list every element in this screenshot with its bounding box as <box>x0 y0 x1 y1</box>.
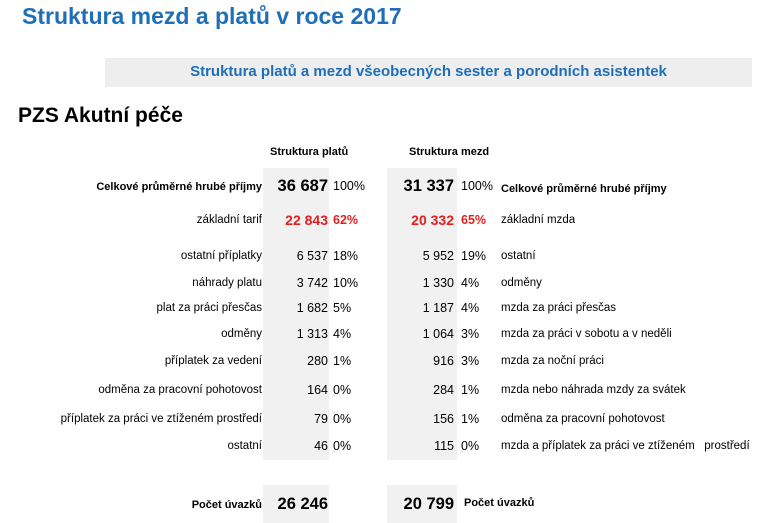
row-label-left: příplatek za vedení <box>164 355 262 367</box>
row-mzda-value: 156 <box>433 412 454 426</box>
column-header-platy: Struktura platů <box>270 146 349 158</box>
footer-mzda-value: 20 799 <box>403 495 454 513</box>
base-mzda-pct: 65% <box>461 213 487 227</box>
page-title: Struktura mezd a platů v roce 2017 <box>22 3 402 29</box>
row-label-left: ostatní <box>227 440 262 452</box>
base-plat-pct: 62% <box>333 213 359 227</box>
row-plat-pct: 0% <box>333 383 352 397</box>
row-label-right: mzda za noční práci <box>501 355 604 367</box>
subtitle-banner <box>105 58 752 87</box>
row-mzda-pct: 3% <box>461 327 480 341</box>
row-label-left: plat za práci přesčas <box>156 302 262 314</box>
total-label-left: Celkové průměrné hrubé příjmy <box>96 181 262 193</box>
row-plat-value: 46 <box>314 439 328 453</box>
row-mzda-pct: 1% <box>461 412 480 426</box>
row-mzda-value: 1 187 <box>422 301 454 315</box>
row-plat-pct: 0% <box>333 439 352 453</box>
row-label-right: odměna za pracovní pohotovost <box>501 413 665 425</box>
row-plat-pct: 18% <box>333 249 359 263</box>
row-mzda-value: 284 <box>433 383 454 397</box>
row-plat-value: 3 742 <box>296 276 328 290</box>
subtitle-text: Struktura platů a mezd všeobecných sester a porodních asistentek <box>190 63 667 80</box>
row-mzda-value: 916 <box>433 354 454 368</box>
row-mzda-value: 1 330 <box>422 276 454 290</box>
row-label-right: ostatní <box>501 250 536 262</box>
row-mzda-pct: 1% <box>461 383 480 397</box>
row-mzda-pct: 0% <box>461 439 480 453</box>
row-mzda-pct: 19% <box>461 249 487 263</box>
row-label-left: náhrady platu <box>192 277 262 289</box>
row-plat-value: 79 <box>314 412 328 426</box>
row-plat-pct: 1% <box>333 354 352 368</box>
footer-label-right: Počet úvazků <box>464 497 535 509</box>
base-mzda-value: 20 332 <box>411 212 454 228</box>
base-label-left: základní tarif <box>196 214 262 226</box>
row-label-right: mzda a příplatek za práci ve ztíženém prostředí <box>501 440 750 452</box>
row-label-right: mzda za práci přesčas <box>501 302 617 314</box>
row-plat-pct: 0% <box>333 412 352 426</box>
row-mzda-value: 1 064 <box>422 327 454 341</box>
row-label-right: mzda za práci v sobotu a v neděli <box>501 328 672 340</box>
footer-plat-value: 26 246 <box>277 495 328 513</box>
row-label-left: odměna za pracovní pohotovost <box>98 384 262 396</box>
row-plat-pct: 5% <box>333 301 352 315</box>
row-label-right: odměny <box>501 277 542 289</box>
base-label-right: základní mzda <box>501 214 576 226</box>
total-plat-value: 36 687 <box>277 177 328 195</box>
section-title: PZS Akutní péče <box>18 104 183 127</box>
footer-label-left: Počet úvazků <box>191 499 262 511</box>
base-plat-value: 22 843 <box>285 212 328 228</box>
row-label-left: ostatní příplatky <box>180 250 262 262</box>
total-plat-pct: 100% <box>333 179 365 193</box>
row-plat-value: 1 682 <box>296 301 328 315</box>
row-plat-value: 6 537 <box>296 249 328 263</box>
row-mzda-pct: 3% <box>461 354 480 368</box>
row-mzda-value: 5 952 <box>422 249 454 263</box>
row-plat-value: 1 313 <box>296 327 328 341</box>
row-plat-pct: 4% <box>333 327 352 341</box>
row-mzda-pct: 4% <box>461 276 480 290</box>
column-header-mzdy: Struktura mezd <box>409 146 490 158</box>
row-plat-value: 164 <box>307 383 328 397</box>
row-mzda-value: 115 <box>434 439 454 453</box>
total-mzda-value: 31 337 <box>403 177 454 195</box>
row-plat-pct: 10% <box>333 276 359 290</box>
row-mzda-pct: 4% <box>461 301 480 315</box>
row-label-left: příplatek za práci ve ztíženém prostředí <box>60 413 262 425</box>
row-plat-value: 280 <box>307 354 328 368</box>
total-mzda-pct: 100% <box>461 179 493 193</box>
total-label-right: Celkové průměrné hrubé příjmy <box>501 183 667 195</box>
row-label-left: odměny <box>221 328 262 340</box>
row-label-right: mzda nebo náhrada mzdy za svátek <box>501 384 686 396</box>
